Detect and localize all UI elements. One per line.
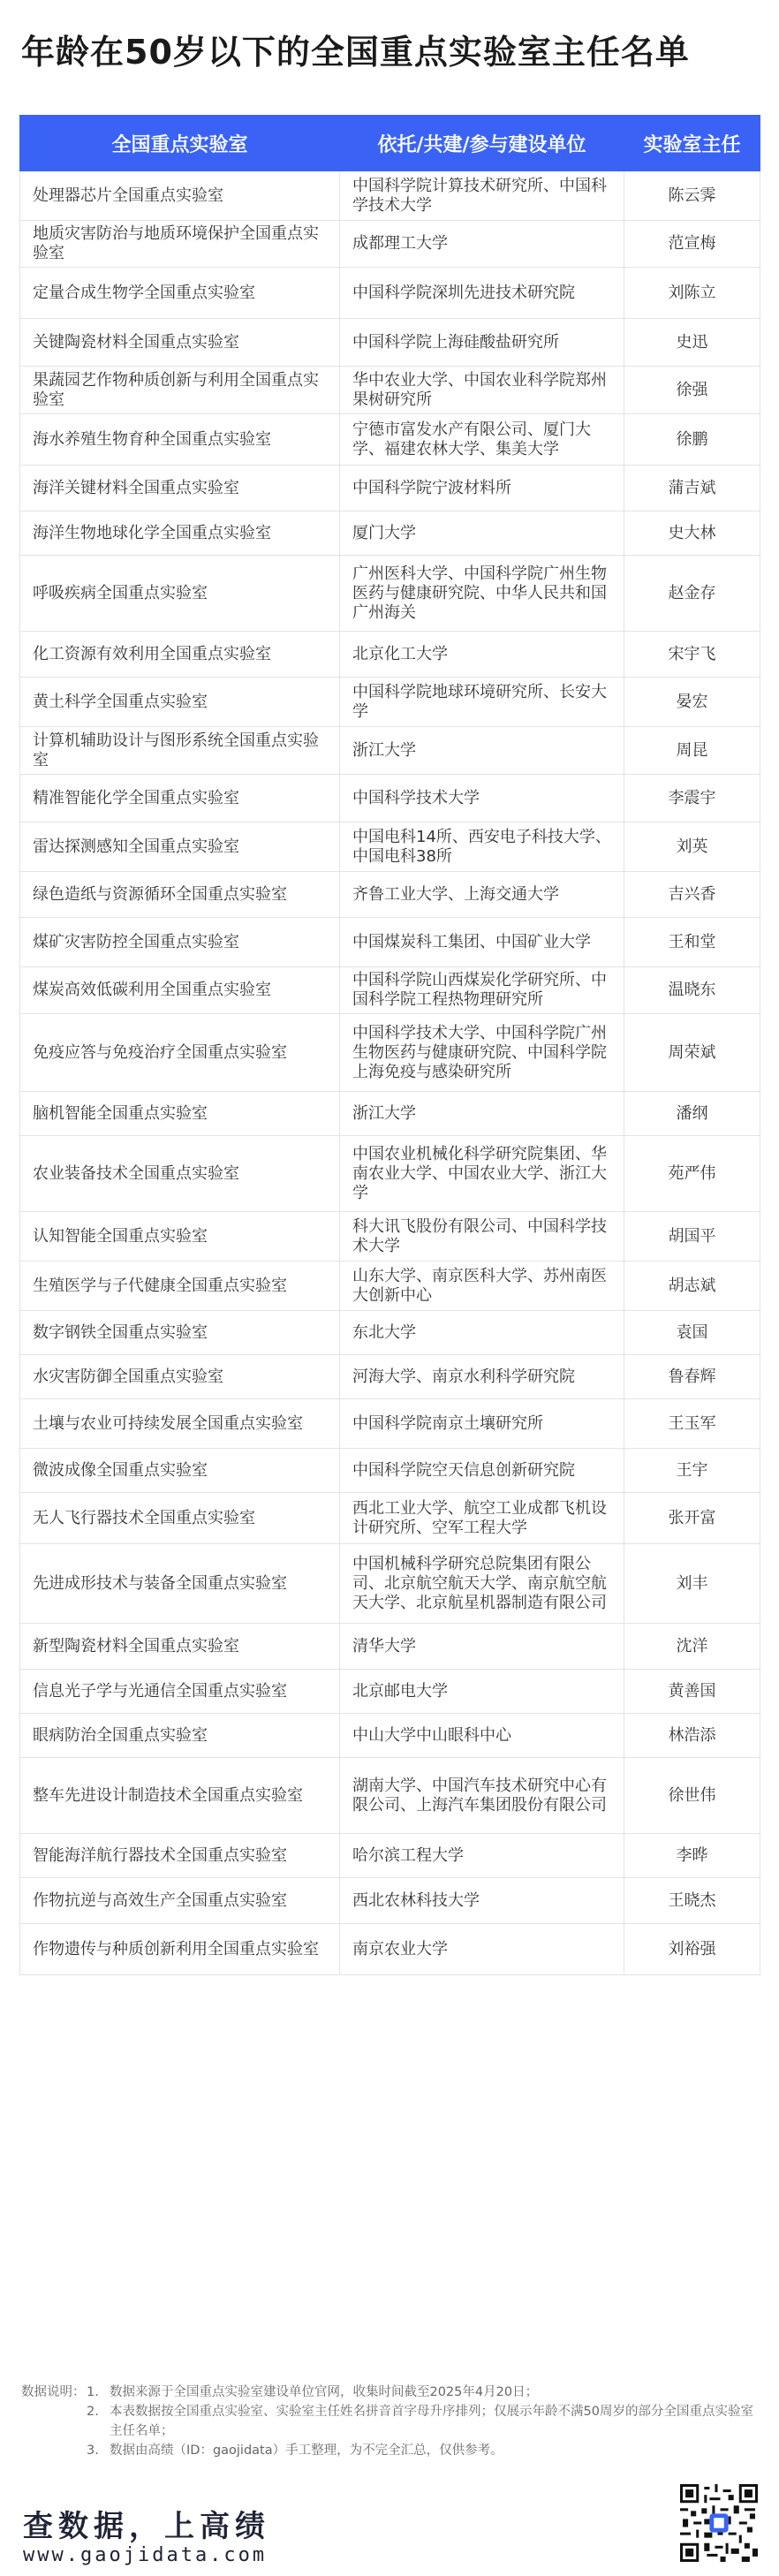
unit-cell: 中国科学院深圳先进技术研究院 [340, 268, 624, 319]
lab-name-cell: 无人飞行器技术全国重点实验室 [20, 1493, 340, 1544]
lab-name-cell: 果蔬园艺作物种质创新与利用全国重点实验室 [20, 367, 340, 414]
unit-cell: 中国科学院山西煤炭化学研究所、中国科学院工程热物理研究所 [340, 967, 624, 1014]
note-row [21, 2441, 754, 2460]
unit-cell: 中国科学院上海硅酸盐研究所 [340, 319, 624, 367]
table-row [20, 511, 760, 556]
qr-code-icon [680, 2484, 758, 2562]
director-cell: 李震宇 [624, 775, 760, 822]
director-cell: 胡国平 [624, 1212, 760, 1261]
unit-cell: 湖南大学、中国汽车技术研究中心有限公司、上海汽车集团股份有限公司 [340, 1758, 624, 1834]
unit-cell: 中国科学院宁波材料所 [340, 466, 624, 511]
table-row [20, 414, 760, 466]
director-cell: 蒲吉斌 [624, 466, 760, 511]
note-number: 2. [87, 2405, 99, 2419]
lab-name-cell: 处理器芯片全国重点实验室 [20, 171, 340, 221]
director-cell: 赵金存 [624, 556, 760, 632]
table-row [20, 872, 760, 918]
table-row [20, 1878, 760, 1924]
table-row [20, 632, 760, 678]
unit-cell: 中国机械科学研究总院集团有限公司、北京航空航天大学、南京航空航天大学、北京航星机器制造有限公司 [340, 1544, 624, 1624]
director-cell: 刘英 [624, 822, 760, 872]
note-row [21, 2402, 754, 2441]
lab-name-cell: 新型陶瓷材料全国重点实验室 [20, 1624, 340, 1670]
director-cell: 王宇 [624, 1449, 760, 1493]
table-row [20, 918, 760, 967]
director-cell: 潘纲 [624, 1092, 760, 1136]
director-cell: 李晔 [624, 1834, 760, 1878]
table-row [20, 268, 760, 319]
unit-cell: 广州医科大学、中国科学院广州生物医药与健康研究院、中华人民共和国广州海关 [340, 556, 624, 632]
table-row [20, 1670, 760, 1714]
lab-name-cell: 定量合成生物学全国重点实验室 [20, 268, 340, 319]
director-cell: 袁国 [624, 1311, 760, 1355]
note-row [21, 2383, 754, 2402]
lab-name-cell: 海洋关键材料全国重点实验室 [20, 466, 340, 511]
lab-name-cell: 眼病防治全国重点实验室 [20, 1714, 340, 1758]
table-row [20, 1014, 760, 1092]
unit-cell: 哈尔滨工程大学 [340, 1834, 624, 1878]
header-unit: 依托/共建/参与建设单位 [340, 116, 624, 171]
lab-name-cell: 黄土科学全国重点实验室 [20, 678, 340, 727]
note-number: 1. [87, 2385, 99, 2399]
unit-cell: 中国科学院地球环境研究所、长安大学 [340, 678, 624, 727]
unit-cell: 浙江大学 [340, 727, 624, 775]
lab-name-cell: 作物抗逆与高效生产全国重点实验室 [20, 1878, 340, 1924]
director-cell: 黄善国 [624, 1670, 760, 1714]
director-cell: 沈洋 [624, 1624, 760, 1670]
lab-name-cell: 脑机智能全国重点实验室 [20, 1092, 340, 1136]
director-cell: 温晓东 [624, 967, 760, 1014]
lab-name-cell: 雷达探测感知全国重点实验室 [20, 822, 340, 872]
lab-name-cell: 数字钢铁全国重点实验室 [20, 1311, 340, 1355]
director-cell: 苑严伟 [624, 1136, 760, 1212]
unit-cell: 中国科学院空天信息创新研究院 [340, 1449, 624, 1493]
unit-cell: 中国煤炭科工集团、中国矿业大学 [340, 918, 624, 967]
table-row [20, 1544, 760, 1624]
table-row [20, 1714, 760, 1758]
header-director: 实验室主任 [624, 116, 760, 171]
unit-cell: 宁德市富发水产有限公司、厦门大学、福建农林大学、集美大学 [340, 414, 624, 466]
table-row [20, 367, 760, 414]
notes-label: 数据说明： [21, 2385, 86, 2399]
lab-name-cell: 智能海洋航行器技术全国重点实验室 [20, 1834, 340, 1878]
director-cell: 陈云霁 [624, 171, 760, 221]
director-cell: 刘丰 [624, 1544, 760, 1624]
data-notes [21, 2383, 754, 2460]
table-row [20, 727, 760, 775]
unit-cell: 中国农业机械化科学研究院集团、华南农业大学、中国农业大学、浙江大学 [340, 1136, 624, 1212]
lab-name-cell: 免疫应答与免疫治疗全国重点实验室 [20, 1014, 340, 1092]
lab-name-cell: 绿色造纸与资源循环全国重点实验室 [20, 872, 340, 918]
lab-name-cell: 整车先进设计制造技术全国重点实验室 [20, 1758, 340, 1834]
unit-cell: 清华大学 [340, 1624, 624, 1670]
table-row [20, 1311, 760, 1355]
table-row [20, 1092, 760, 1136]
table-row [20, 319, 760, 367]
lab-name-cell: 化工资源有效利用全国重点实验室 [20, 632, 340, 678]
director-cell: 徐世伟 [624, 1758, 760, 1834]
director-cell: 史大林 [624, 511, 760, 556]
lab-name-cell: 生殖医学与子代健康全国重点实验室 [20, 1261, 340, 1311]
unit-cell: 北京邮电大学 [340, 1670, 624, 1714]
table-row [20, 1493, 760, 1544]
note-text: 数据由高绩（ID：gaojidata）手工整理，为不完全汇总，仅供参考。 [110, 2443, 503, 2458]
table-row [20, 1261, 760, 1311]
unit-cell: 西北农林科技大学 [340, 1878, 624, 1924]
table-row [20, 822, 760, 872]
unit-cell: 厦门大学 [340, 511, 624, 556]
director-cell: 周昆 [624, 727, 760, 775]
lab-name-cell: 水灾害防御全国重点实验室 [20, 1355, 340, 1399]
unit-cell: 中国电科14所、西安电子科技大学、中国电科38所 [340, 822, 624, 872]
unit-cell: 中山大学中山眼科中心 [340, 1714, 624, 1758]
table-row [20, 1758, 760, 1834]
director-cell: 范宣梅 [624, 221, 760, 268]
table-row [20, 556, 760, 632]
table-row [20, 1449, 760, 1493]
note-number: 3. [87, 2443, 99, 2458]
lab-name-cell: 呼吸疾病全国重点实验室 [20, 556, 340, 632]
director-cell: 王晓杰 [624, 1878, 760, 1924]
header-lab: 全国重点实验室 [20, 116, 340, 171]
lab-name-cell: 精准智能化学全国重点实验室 [20, 775, 340, 822]
director-cell: 周荣斌 [624, 1014, 760, 1092]
unit-cell: 中国科学院计算技术研究所、中国科学技术大学 [340, 171, 624, 221]
table-row [20, 1212, 760, 1261]
director-cell: 吉兴香 [624, 872, 760, 918]
unit-cell: 河海大学、南京水利科学研究院 [340, 1355, 624, 1399]
table-row [20, 1355, 760, 1399]
lab-name-cell: 关键陶瓷材料全国重点实验室 [20, 319, 340, 367]
unit-cell: 中国科学技术大学、中国科学院广州生物医药与健康研究院、中国科学院上海免疫与感染研究所 [340, 1014, 624, 1092]
unit-cell: 浙江大学 [340, 1092, 624, 1136]
table-row [20, 171, 760, 221]
unit-cell: 南京农业大学 [340, 1924, 624, 1975]
lab-directors-table [19, 115, 760, 1975]
director-cell: 徐鹏 [624, 414, 760, 466]
lab-name-cell: 信息光子学与光通信全国重点实验室 [20, 1670, 340, 1714]
lab-name-cell: 计算机辅助设计与图形系统全国重点实验室 [20, 727, 340, 775]
director-cell: 胡志斌 [624, 1261, 760, 1311]
unit-cell: 中国科学院南京土壤研究所 [340, 1399, 624, 1449]
lab-name-cell: 地质灾害防治与地质环境保护全国重点实验室 [20, 221, 340, 268]
unit-cell: 成都理工大学 [340, 221, 624, 268]
director-cell: 鲁春辉 [624, 1355, 760, 1399]
table-row [20, 1924, 760, 1975]
lab-name-cell: 农业装备技术全国重点实验室 [20, 1136, 340, 1212]
lab-name-cell: 煤矿灾害防控全国重点实验室 [20, 918, 340, 967]
table-row [20, 967, 760, 1014]
lab-name-cell: 先进成形技术与装备全国重点实验室 [20, 1544, 340, 1624]
lab-name-cell: 煤炭高效低碳利用全国重点实验室 [20, 967, 340, 1014]
director-cell: 晏宏 [624, 678, 760, 727]
unit-cell: 山东大学、南京医科大学、苏州南医大创新中心 [340, 1261, 624, 1311]
lab-name-cell: 海洋生物地球化学全国重点实验室 [20, 511, 340, 556]
director-cell: 王玉军 [624, 1399, 760, 1449]
lab-name-cell: 微波成像全国重点实验室 [20, 1449, 340, 1493]
lab-name-cell: 土壤与农业可持续发展全国重点实验室 [20, 1399, 340, 1449]
table-row [20, 1624, 760, 1670]
lab-name-cell: 作物遗传与种质创新利用全国重点实验室 [20, 1924, 340, 1975]
unit-cell: 北京化工大学 [340, 632, 624, 678]
director-cell: 张开富 [624, 1493, 760, 1544]
unit-cell: 科大讯飞股份有限公司、中国科学技术大学 [340, 1212, 624, 1261]
table-row [20, 1399, 760, 1449]
unit-cell: 西北工业大学、航空工业成都飞机设计研究所、空军工程大学 [340, 1493, 624, 1544]
director-cell: 宋宇飞 [624, 632, 760, 678]
table-row [20, 775, 760, 822]
table-row [20, 1136, 760, 1212]
unit-cell: 中国科学技术大学 [340, 775, 624, 822]
footer-url: www.gaojidata.com [23, 2544, 268, 2566]
note-text: 数据来源于全国重点实验室建设单位官网，收集时间截至2025年4月20日； [110, 2385, 539, 2399]
director-cell: 徐强 [624, 367, 760, 414]
unit-cell: 东北大学 [340, 1311, 624, 1355]
page-title: 年龄在50岁以下的全国重点实验室主任名单 [21, 33, 690, 72]
director-cell: 林浩添 [624, 1714, 760, 1758]
table-header-row [20, 116, 760, 171]
note-text: 本表数据按全国重点实验室、实验室主任姓名拼音首字母升序排列；仅展示年龄不满50周岁的部分全国重点实验室主任名单； [110, 2405, 753, 2438]
unit-cell: 齐鲁工业大学、上海交通大学 [340, 872, 624, 918]
director-cell: 刘裕强 [624, 1924, 760, 1975]
footer-slogan: 查数据，上高绩 [23, 2509, 270, 2544]
table-row [20, 1834, 760, 1878]
unit-cell: 华中农业大学、中国农业科学院郑州果树研究所 [340, 367, 624, 414]
director-cell: 王和堂 [624, 918, 760, 967]
director-cell: 史迅 [624, 319, 760, 367]
lab-name-cell: 认知智能全国重点实验室 [20, 1212, 340, 1261]
table-row [20, 678, 760, 727]
director-cell: 刘陈立 [624, 268, 760, 319]
lab-name-cell: 海水养殖生物育种全国重点实验室 [20, 414, 340, 466]
table-row [20, 466, 760, 511]
table-row [20, 221, 760, 268]
